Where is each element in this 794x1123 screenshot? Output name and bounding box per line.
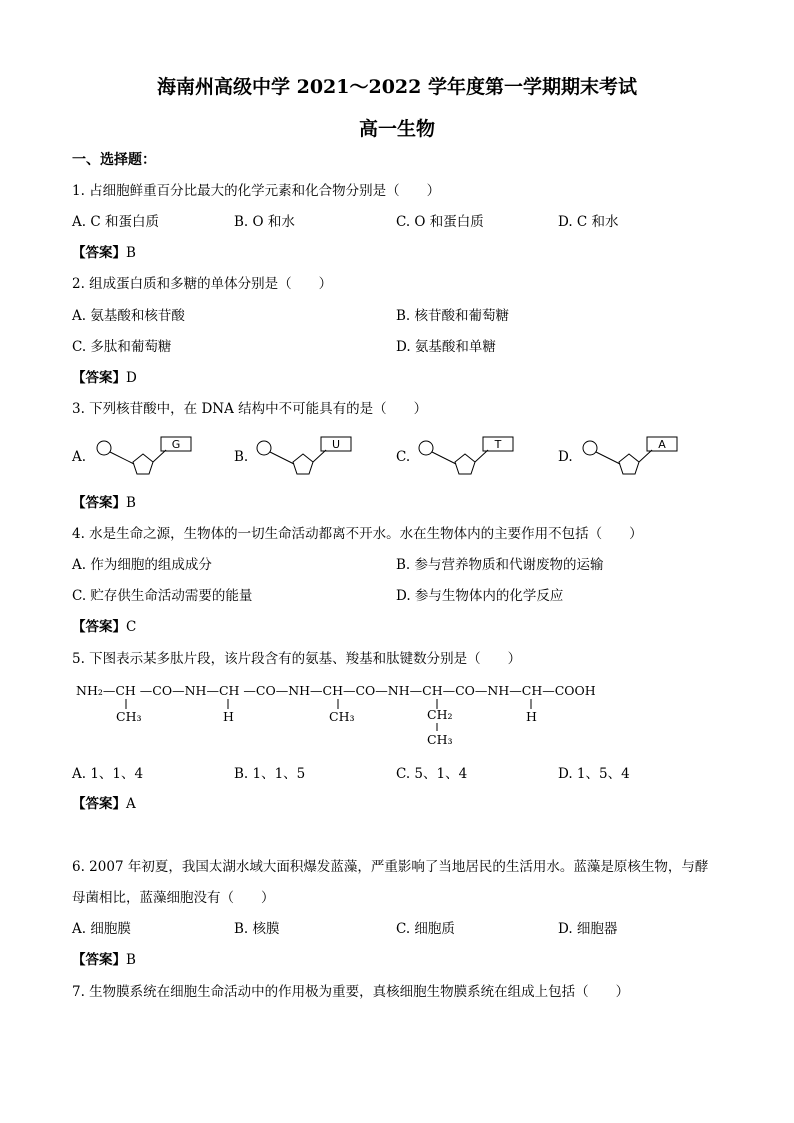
page-title: 海南州高级中学 2021～2022 学年度第一学期期末考试 — [157, 76, 637, 98]
page-subtitle: 高一生物 — [358, 118, 435, 140]
question-5-answer — [72, 794, 136, 814]
question-2-option-b: B. 核苷酸和葡萄糖 — [396, 308, 510, 324]
nucleotide-diagram-b — [256, 433, 356, 481]
question-4-option-b: B. 参与营养物质和代谢废物的运输 — [396, 557, 604, 573]
question-6-stem-line-2: 母菌相比，蓝藻细胞没有（ ） — [72, 890, 275, 906]
question-3-answer — [72, 493, 136, 513]
nucleotide-diagram-d — [582, 433, 682, 481]
question-4-option-a: A. 作为细胞的组成成分 — [72, 557, 212, 573]
answer-value: B — [126, 495, 136, 511]
peptide-r-group-5: H — [526, 709, 537, 724]
question-1-option-c: C. O 和蛋白质 — [396, 214, 484, 230]
question-5-option-c: C. 5、1、4 — [396, 766, 468, 782]
question-6-option-d: D. 细胞器 — [558, 921, 618, 937]
answer-label: 【答案】 — [72, 619, 126, 635]
question-1-stem: 1. 占细胞鲜重百分比最大的化学元素和化合物分别是（ ） — [72, 183, 441, 199]
question-4-option-c: C. 贮存供生命活动需要的能量 — [72, 588, 253, 604]
question-2-answer — [72, 368, 137, 388]
question-1-option-a: A. C 和蛋白质 — [72, 214, 159, 230]
question-2-stem: 2. 组成蛋白质和多糖的单体分别是（ ） — [72, 276, 333, 292]
question-5-option-b: B. 1、1、5 — [234, 766, 306, 782]
question-6-option-c: C. 细胞质 — [396, 921, 455, 937]
peptide-r-group-4b: CH₃ — [427, 732, 453, 747]
question-4-answer — [72, 617, 136, 637]
nucleotide-diagram-c — [418, 433, 518, 481]
question-5-option-a: A. 1、1、4 — [72, 766, 144, 782]
question-1-answer — [72, 243, 136, 263]
answer-value: B — [126, 952, 136, 968]
answer-label: 【答案】 — [72, 796, 126, 812]
question-3-option-c: C. — [396, 449, 411, 465]
question-5-option-d: D. 1、5、4 — [558, 766, 630, 782]
answer-label: 【答案】 — [72, 495, 126, 511]
question-3-option-a: A. — [72, 449, 87, 465]
question-6-answer — [72, 950, 136, 970]
peptide-r-group-4a: CH₂ — [427, 707, 453, 722]
base-label-g: G — [171, 438, 181, 451]
nucleotide-diagram-a — [96, 433, 196, 481]
answer-value: B — [126, 245, 136, 261]
question-6-option-a: A. 细胞膜 — [72, 921, 131, 937]
question-6-stem-line-1: 6. 2007 年初夏，我国太湖水域大面积爆发蓝藻，严重影响了当地居民的生活用水。蓝藻是原核生物，与酵 — [72, 859, 709, 875]
peptide-r-group-1: CH₃ — [116, 709, 142, 724]
peptide-main-chain: NH₂—CH —CO—NH—CH —CO—NH—CH—CO—NH—CH—CO—NH—CH—COOH — [76, 683, 596, 698]
question-3-option-d: D. — [558, 449, 573, 465]
question-1-option-b: B. O 和水 — [234, 214, 295, 230]
answer-value: A — [126, 796, 136, 812]
peptide-r-group-3: CH₃ — [329, 709, 355, 724]
section-heading: 一、选择题： — [72, 152, 156, 168]
question-1-option-d: D. C 和水 — [558, 214, 619, 230]
answer-value: D — [126, 370, 137, 386]
question-6-option-b: B. 核膜 — [234, 921, 280, 937]
question-5-stem: 5. 下图表示某多肽片段，该片段含有的氨基、羧基和肽键数分别是（ ） — [72, 651, 522, 667]
question-2-option-c: C. 多肽和葡萄糖 — [72, 339, 172, 355]
answer-label: 【答案】 — [72, 370, 126, 386]
base-label-t: T — [494, 438, 502, 451]
base-label-u: U — [331, 438, 341, 451]
base-label-a: A — [658, 438, 666, 451]
question-3-stem: 3. 下列核苷酸中，在 DNA 结构中不可能具有的是（ ） — [72, 401, 428, 417]
question-2-option-d: D. 氨基酸和单糖 — [396, 339, 496, 355]
answer-label: 【答案】 — [72, 245, 126, 261]
question-4-stem: 4. 水是生命之源，生物体的一切生命活动都离不开水。水在生物体内的主要作用不包括（ ） — [72, 526, 643, 542]
question-4-option-d: D. 参与生物体内的化学反应 — [396, 588, 564, 604]
question-3-option-b: B. — [234, 449, 249, 465]
question-7-stem: 7. 生物膜系统在细胞生命活动中的作用极为重要，真核细胞生物膜系统在组成上包括（ ） — [72, 984, 630, 1000]
answer-label: 【答案】 — [72, 952, 126, 968]
answer-value: C — [126, 619, 137, 635]
question-2-option-a: A. 氨基酸和核苷酸 — [72, 308, 185, 324]
peptide-r-group-2: H — [223, 709, 234, 724]
